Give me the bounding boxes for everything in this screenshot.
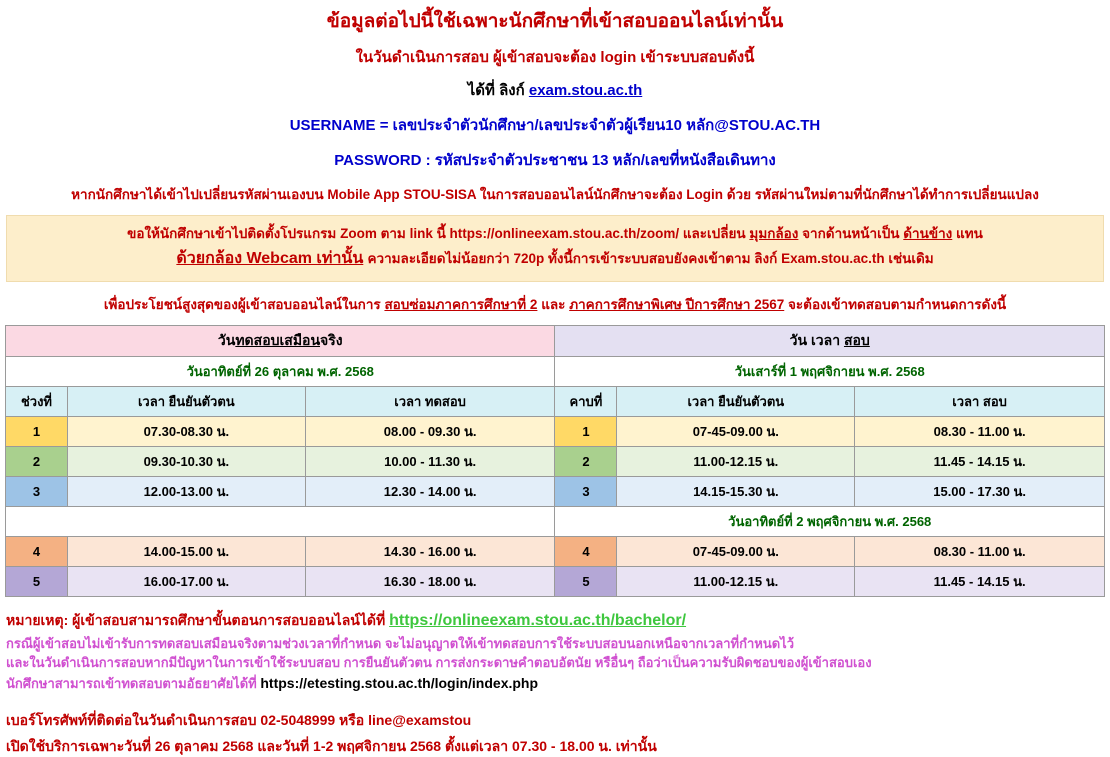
right-header-underline: สอบ bbox=[843, 332, 870, 349]
benefit-text-c: จะต้องเข้าทดสอบตามกำหนดการดังนี้ bbox=[788, 297, 1007, 313]
exam-site-link[interactable]: exam.stou.ac.th bbox=[528, 82, 643, 99]
notes-section bbox=[6, 609, 1104, 756]
right-date-2: วันอาทิตย์ที่ 2 พฤศจิกายน พ.ศ. 2568 bbox=[555, 507, 1105, 537]
table-row bbox=[6, 417, 1105, 447]
right-row-exam: 08.30 - 11.00 น. bbox=[855, 417, 1105, 447]
right-row-verify: 11.00-12.15 น. bbox=[617, 567, 855, 597]
right-row-verify: 07-45-09.00 น. bbox=[617, 537, 855, 567]
right-row-no: 3 bbox=[555, 477, 617, 507]
note-line-3: และในวันดำเนินการสอบหากมีปัญหาในการเข้าใช้ระบบสอบ การยืนยันตัวตน การส่งกระดาษคำตอบอัตนัย หรือื่นๆ ถือว่าเป็นความรับผิดชอบของผู้เข้าสอบเอง bbox=[6, 655, 872, 671]
table-row-column-headers bbox=[6, 387, 1105, 417]
left-row-test: 12.30 - 14.00 น. bbox=[305, 477, 555, 507]
benefit-text-a: เพื่อประโยชน์สูงสุดของผู้เข้าสอบออนไลน์ในการ bbox=[103, 297, 381, 313]
table-row-dates bbox=[6, 357, 1105, 387]
left-date: วันอาทิตย์ที่ 26 ตุลาคม พ.ศ. 2568 bbox=[6, 357, 555, 387]
etesting-link[interactable]: https://etesting.stou.ac.th/login/index.php bbox=[260, 675, 539, 692]
table-row bbox=[6, 537, 1105, 567]
left-section-header bbox=[6, 326, 555, 357]
left-row-test: 16.30 - 18.00 น. bbox=[305, 567, 555, 597]
zoom-text-b: จากด้านหน้าเป็น bbox=[802, 226, 900, 241]
right-row-exam: 08.30 - 11.00 น. bbox=[855, 537, 1105, 567]
left-row-verify: 14.00-15.00 น. bbox=[67, 537, 305, 567]
right-col-no: คาบที่ bbox=[555, 387, 617, 417]
right-header-a: วัน เวลา bbox=[789, 332, 841, 349]
webcam-detail: ความละเอียดไม่น้อยกว่า 720p ทั้งนี้การเข้าระบบสอบยังคงเข้าตาม ลิงก์ Exam.stou.ac.th เช่นเดิม bbox=[367, 251, 934, 267]
left-row-no: 1 bbox=[6, 417, 68, 447]
table-row-headers bbox=[6, 326, 1105, 357]
username-line: USERNAME = เลขประจำตัวนักศึกษา/เลขประจำตัวผู้เรียน10 หลัก@STOU.AC.TH bbox=[289, 117, 821, 134]
left-col-no: ช่วงที่ bbox=[6, 387, 68, 417]
right-row-verify: 14.15-15.30 น. bbox=[617, 477, 855, 507]
exam-link-prefix: ได้ที่ ลิงก์ bbox=[467, 82, 525, 99]
table-row bbox=[6, 447, 1105, 477]
right-col-exam: เวลา สอบ bbox=[855, 387, 1105, 417]
zoom-instruction-box bbox=[6, 215, 1104, 282]
note-line-1 bbox=[6, 609, 1104, 632]
exam-link-line bbox=[0, 69, 1110, 102]
table-row bbox=[6, 477, 1105, 507]
zoom-underline-side: ด้านข้าง bbox=[903, 226, 953, 241]
zoom-instruction-line1 bbox=[17, 224, 1093, 244]
left-row-verify: 16.00-17.00 น. bbox=[67, 567, 305, 597]
left-row-verify: 12.00-13.00 น. bbox=[67, 477, 305, 507]
right-section-header bbox=[555, 326, 1105, 357]
right-row-verify: 11.00-12.15 น. bbox=[617, 447, 855, 477]
note-line-4 bbox=[6, 673, 1104, 694]
left-row-verify: 09.30-10.30 น. bbox=[67, 447, 305, 477]
left-row-verify: 07.30-08.30 น. bbox=[67, 417, 305, 447]
right-row-exam: 11.45 - 14.15 น. bbox=[855, 567, 1105, 597]
right-row-no: 1 bbox=[555, 417, 617, 447]
left-blank-cell bbox=[6, 507, 555, 537]
service-hours-line: เปิดใช้บริการเฉพาะวันที่ 26 ตุลาคม 2568 และวันที่ 1-2 พฤศจิกายน 2568 ตั้งแต่เวลา 07.30 - 18.00 น. เท่านั้น bbox=[6, 738, 657, 755]
bachelor-onlineexam-link[interactable]: https://onlineexam.stou.ac.th/bachelor/ bbox=[389, 612, 687, 630]
right-date-1: วันเสาร์ที่ 1 พฤศจิกายน พ.ศ. 2568 bbox=[555, 357, 1105, 387]
zoom-instruction-line2 bbox=[17, 246, 1093, 271]
benefit-text-b: และ bbox=[541, 297, 566, 313]
right-row-exam: 11.45 - 14.15 น. bbox=[855, 447, 1105, 477]
right-col-verify: เวลา ยืนยันตัวตน bbox=[617, 387, 855, 417]
right-row-no: 5 bbox=[555, 567, 617, 597]
right-row-no: 2 bbox=[555, 447, 617, 477]
left-col-verify: เวลา ยืนยันตัวตน bbox=[67, 387, 305, 417]
left-row-no: 2 bbox=[6, 447, 68, 477]
left-header-a: วัน bbox=[217, 332, 236, 349]
zoom-text-c: แทน bbox=[956, 226, 983, 241]
login-subtitle: ในวันดำเนินการสอบ ผู้เข้าสอบจะต้อง login เข้าระบบสอบดังนี้ bbox=[355, 49, 755, 66]
right-row-no: 4 bbox=[555, 537, 617, 567]
contact-line: เบอร์โทรศัพท์ที่ติดต่อในวันดำเนินการสอบ 02-5048999 หรือ line@examstou bbox=[6, 711, 472, 728]
schedule-table bbox=[5, 325, 1105, 597]
right-row-exam: 15.00 - 17.30 น. bbox=[855, 477, 1105, 507]
benefit-underline-2: ภาคการศึกษาพิเศษ ปีการศึกษา 2567 bbox=[569, 297, 785, 313]
left-col-test: เวลา ทดสอบ bbox=[305, 387, 555, 417]
page-title: ข้อมูลต่อไปนี้ใช้เฉพาะนักศึกษาที่เข้าสอบออนไลน์เท่านั้น bbox=[326, 11, 784, 32]
note-1-label: หมายเหตุ: ผู้เข้าสอบสามารถศึกษาขั้นตอนการสอบออนไลน์ได้ที่ bbox=[6, 612, 386, 629]
zoom-text-a: ขอให้นักศึกษาเข้าไปติดตั้งโปรแกรม Zoom ตาม link นี้ https://onlineexam.stou.ac.th/zoom/ และเปลี่ยน bbox=[127, 226, 746, 241]
left-row-no: 4 bbox=[6, 537, 68, 567]
left-row-test: 10.00 - 11.30 น. bbox=[305, 447, 555, 477]
zoom-underline-camera-angle: มุมกล้อง bbox=[749, 226, 799, 241]
right-row-verify: 07-45-09.00 น. bbox=[617, 417, 855, 447]
left-row-no: 3 bbox=[6, 477, 68, 507]
benefit-underline-1: สอบซ่อมภาคการศึกษาที่ 2 bbox=[384, 297, 538, 313]
note-4-label: นักศึกษาสามารถเข้าทดสอบตามอัธยาศัยได้ที่ bbox=[6, 676, 257, 692]
left-header-underline: ทดสอบเสมือน bbox=[235, 332, 321, 349]
benefit-line bbox=[0, 282, 1110, 315]
password-line: PASSWORD : รหัสประจำตัวประชาชน 13 หลัก/เลขที่หนังสือเดินทาง bbox=[334, 152, 776, 169]
webcam-requirement: ด้วยกล้อง Webcam เท่านั้น bbox=[176, 250, 364, 268]
mobile-app-note: หากนักศึกษาได้เข้าไปเปลี่ยนรหัสผ่านเองบน Mobile App STOU-SISA ในการสอบออนไลน์นักศึกษาจะต้อง Login ด้วย รหัสผ่านใหม่ตามที่นักศึกษาได้ทำการเปลี่ยนแปลง bbox=[71, 187, 1039, 202]
table-row-second-date bbox=[6, 507, 1105, 537]
left-row-test: 08.00 - 09.30 น. bbox=[305, 417, 555, 447]
left-row-no: 5 bbox=[6, 567, 68, 597]
note-line-2: กรณีผู้เข้าสอบไม่เข้ารับการทดสอบเสมือนจริงตามช่วงเวลาที่กำหนด จะไม่อนุญาตให้เข้าทดสอบการใช้ระบบสอบนอกเหนือจากเวลาที่กำหนดไว้ bbox=[6, 636, 795, 652]
left-row-test: 14.30 - 16.00 น. bbox=[305, 537, 555, 567]
table-row bbox=[6, 567, 1105, 597]
left-header-b: จริง bbox=[320, 332, 343, 349]
